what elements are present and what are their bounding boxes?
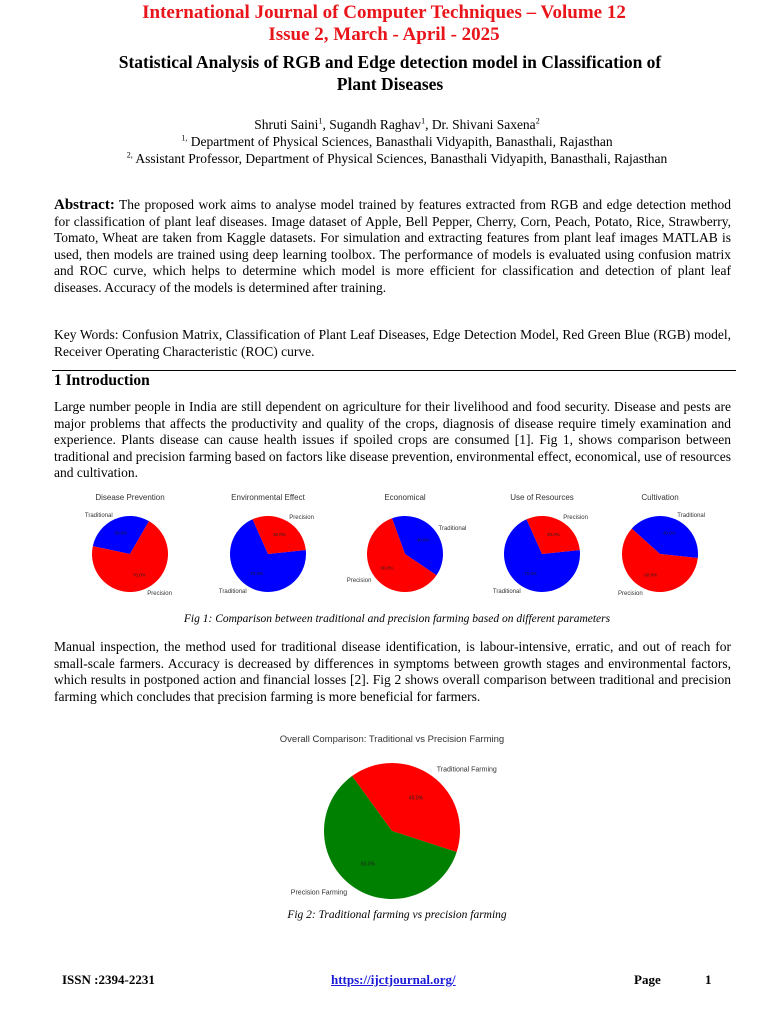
pie-title: Use of Resources — [510, 493, 574, 502]
figure-1-pies — [60, 488, 730, 600]
figure-2-caption: Fig 2: Traditional farming vs precision farming — [287, 909, 507, 921]
author-separator: , — [425, 117, 432, 132]
author-list — [0, 116, 768, 133]
author-superscript: 1 — [318, 116, 323, 126]
pie-title: Economical — [384, 493, 426, 502]
pie-percent-label: 70.0% — [250, 571, 263, 577]
pie-percent-label: 70.0% — [132, 572, 146, 578]
paper-title-line2: Plant Diseases — [336, 74, 444, 94]
author-name: Dr. Shivani Saxena — [431, 117, 536, 132]
section-divider — [52, 370, 736, 371]
footer-page-number: 1 — [705, 972, 712, 987]
keywords: Key Words: Confusion Matrix, Classification of Plant Leaf Diseases, Edge Detection Model, Red Green Blue (RGB) model, Receiver Operating Characteristic (ROC) curve. — [54, 327, 731, 359]
pie-title: Environmental Effect — [231, 493, 305, 502]
intro-paragraph-1: Large number people in India are still dependent on agriculture for their livelihood and food security. Disease and pests are major problems that affects the productivity and quality of the crops, diagnosis of disease require timely examination and experience. Plants disease can cause health issues if spoiled crops are consumed [1]. Fig 1, shows comparison between traditional and precision farming based on factors like disease prevention, environmental effect, economical, use of resources and cultivation. — [54, 399, 731, 481]
pie-title: Cultivation — [641, 493, 679, 502]
pie-percent-label: 40.0% — [662, 530, 676, 536]
pie-percent-label: 40.0% — [408, 795, 424, 802]
footer-page-label: Page — [634, 972, 661, 987]
journal-header-line1: International Journal of Computer Techniques – Volume 12 — [142, 2, 626, 23]
pie-category-label: Traditional — [218, 588, 247, 595]
author-superscript: 1 — [421, 116, 426, 126]
pie-category-label: Traditional — [438, 525, 467, 532]
affiliation-1 — [0, 133, 768, 150]
author-separator: , — [322, 117, 330, 132]
pie-title: Overall Comparison: Traditional vs Precision Farming — [279, 734, 505, 745]
affiliation-2 — [0, 150, 768, 167]
pie-category-label: Precision — [618, 590, 643, 597]
pie-category-label: Precision Farming — [290, 889, 348, 897]
abstract-label: Abstract: — [54, 197, 115, 213]
author-superscript: 2 — [535, 116, 540, 126]
figure-2-pie — [236, 728, 546, 904]
paper-title-line1: Statistical Analysis of RGB and Edge detection model in Classification of — [118, 52, 662, 72]
pie-percent-label: 30.0% — [273, 531, 286, 537]
affiliation-marker: 1, — [181, 133, 188, 143]
pie-category-label: Traditional — [492, 588, 521, 595]
pie-category-label: Precision — [346, 578, 372, 585]
journal-header-line2: Issue 2, March - April - 2025 — [268, 24, 500, 45]
pie-category-label: Precision — [563, 515, 588, 522]
pie-title: Disease Prevention — [95, 493, 165, 502]
abstract — [54, 197, 731, 297]
abstract-text: The proposed work aims to analyse model trained by features extracted from RGB and edge detection method for classification of plant leaf diseases. Image dataset of Apple, Bell Pepper, Cherry, Corn, Peach, Potato, Rice, Strawberry, Tomato, Wheat are taken from Kaggle datasets. For simulation and extracting features from plant leaf images MATLAB is used, then models are trained using deep learning toolbox. The performance of models is evaluated using confusion matrix and ROC curve, which helps to determine which model is more efficient for classification and detection of plant leaf diseases. Accuracy of the models is determined after training. — [54, 197, 731, 295]
figure-1-caption: Fig 1: Comparison between traditional and precision farming based on different parameters — [183, 613, 611, 625]
affiliation-marker: 2, — [126, 150, 133, 160]
footer-link[interactable]: https://ijctjournal.org/ — [331, 972, 456, 987]
pie-percent-label: 70.0% — [524, 571, 537, 577]
pie-percent-label: 60.0% — [360, 861, 376, 868]
section-heading: 1 Introduction — [54, 372, 150, 389]
pie-percent-label: 60.0% — [380, 565, 394, 571]
pie-category-label: Precision — [147, 590, 172, 597]
pie-category-label: Traditional Farming — [436, 766, 497, 774]
affiliation-text: Assistant Professor, Department of Physical Sciences, Banasthali Vidyapith, Banasthali, Rajasthan — [132, 151, 668, 166]
pie-category-label: Traditional — [677, 513, 706, 520]
author-name: Shruti Saini — [254, 117, 319, 132]
pie-percent-label: 60.0% — [644, 572, 658, 578]
affiliation-text: Department of Physical Sciences, Banasthali Vidyapith, Banasthali, Rajasthan — [187, 134, 613, 149]
pie-category-label: Precision — [289, 515, 314, 522]
pie-percent-label: 40.0% — [416, 537, 430, 543]
pie-percent-label: 30.0% — [547, 531, 560, 537]
author-name: Sugandh Raghav — [329, 117, 422, 132]
pie-percent-label: 30.0% — [114, 530, 128, 536]
author-block — [0, 116, 768, 167]
footer-issn: ISSN :2394-2231 — [62, 972, 155, 987]
pie-category-label: Traditional — [84, 513, 113, 520]
paper-title — [60, 51, 720, 95]
intro-paragraph-2: Manual inspection, the method used for traditional disease identification, is labour-intensive, erratic, and out of reach for small-scale farmers. Accuracy is decreased by differences in symptoms between growth stages and environmental factors, which results in postponed action and financial losses [2]. Fig 2 shows overall comparison between traditional and precision farming which concludes that precision farming is more beneficial for farmers. — [54, 639, 731, 704]
